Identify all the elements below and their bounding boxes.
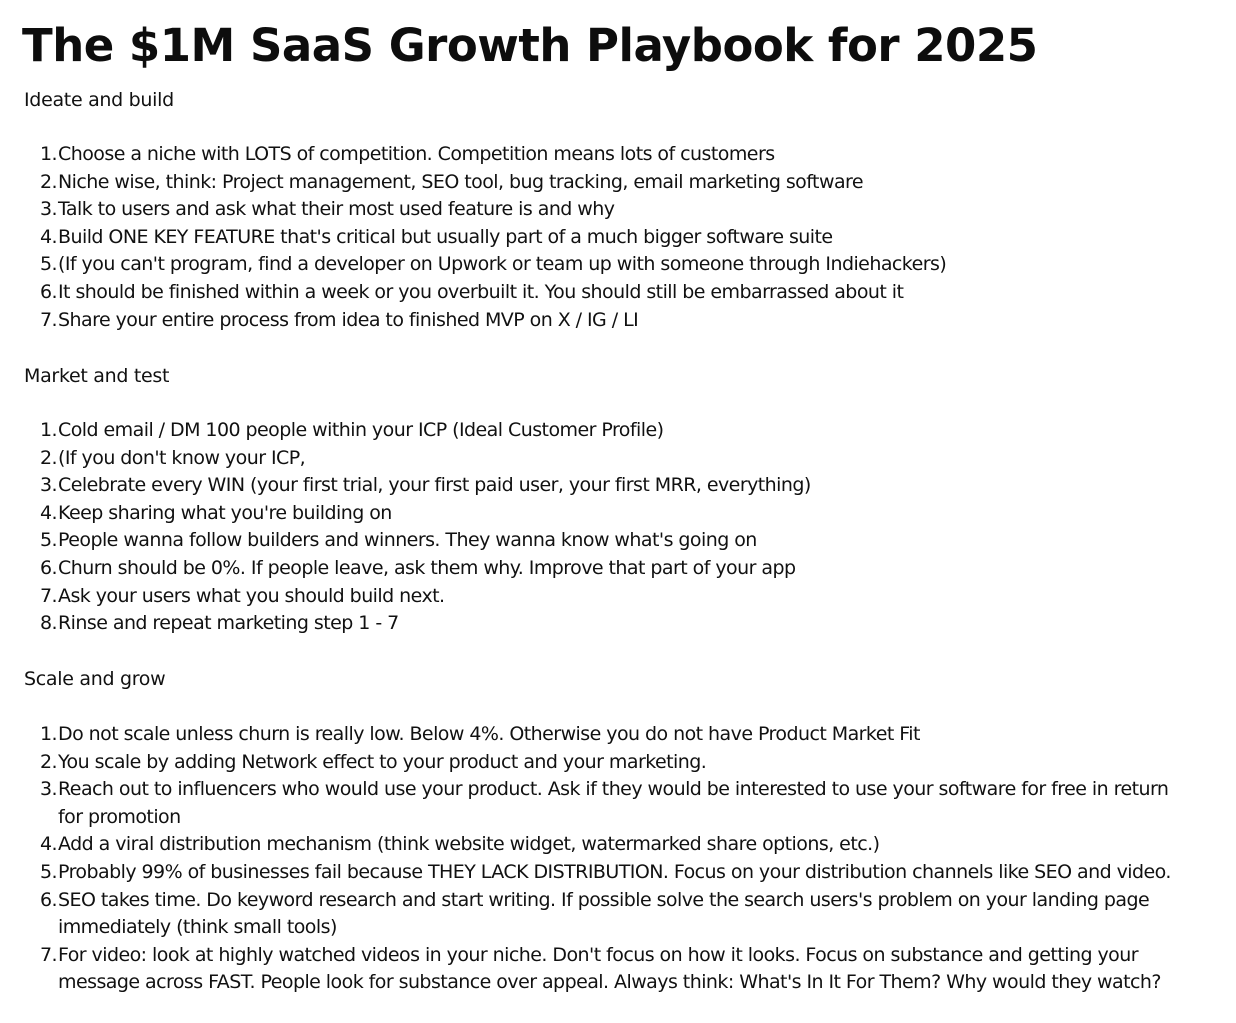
list-item-number: 1. — [39, 419, 57, 441]
list-item-number: 6. — [39, 556, 57, 579]
list-item — [0, 527, 1188, 555]
list-item-text: Add a viral distribution mechanism (think website widget, watermarked share options, etc.) — [58, 833, 880, 856]
section-heading-scale-and-grow: Scale and grow — [24, 668, 166, 690]
list-item-text: Niche wise, think: Project management, SEO tool, bug tracking, email marketing software — [58, 170, 864, 193]
list-item-number: 5. — [39, 860, 57, 883]
list-item — [0, 859, 1188, 887]
list-item-text: SEO takes time. Do keyword research and start writing. If possible solve the search users's problem on your landing page — [58, 888, 1150, 911]
list-item-number: 3. — [39, 198, 57, 221]
list-item-number: 4. — [39, 501, 57, 524]
list-item — [0, 445, 1188, 473]
list-item — [0, 583, 1188, 611]
list-item-text: Share your entire process from idea to finished MVP on X / IG / LI — [58, 308, 639, 331]
list-item-number: 8. — [39, 612, 57, 635]
list-item-text: Build ONE KEY FEATURE that's critical but usually part of a much bigger software suite — [58, 225, 833, 248]
list-item-text: Rinse and repeat marketing step 1 - 7 — [58, 612, 399, 635]
list-item — [0, 776, 1188, 831]
list-item — [0, 610, 1188, 638]
page-title: The $1M SaaS Growth Playbook for 2025 — [22, 19, 1038, 72]
list-item-number: 6. — [39, 888, 57, 911]
list-item-number: 6. — [39, 280, 57, 303]
list-item-text: Reach out to influencers who would use your product. Ask if they would be interested to use your software for free in return — [58, 778, 1169, 801]
list-item-text: Do not scale unless churn is really low. Below 4%. Otherwise you do not have Product Market Fit — [58, 723, 920, 745]
list-item-text: You scale by adding Network effect to your product and your marketing. — [58, 750, 707, 773]
list-item-text: Probably 99% of businesses fail because THEY LACK DISTRIBUTION. Focus on your distribution channels like SEO and video. — [58, 860, 1171, 883]
list-item-text: For video: look at highly watched videos in your niche. Don't focus on how it looks. Focus on substance and getting your — [58, 943, 1138, 966]
list-item-number: 2. — [39, 446, 57, 469]
ideate-and-build-list — [0, 141, 1188, 334]
list-item-number: 1. — [39, 723, 57, 745]
list-item-number: 7. — [39, 308, 57, 331]
list-item-number: 7. — [39, 943, 57, 966]
list-item-number: 5. — [39, 253, 57, 276]
section-heading-market-and-test: Market and test — [24, 365, 170, 387]
list-item-number: 7. — [39, 584, 57, 607]
section-heading-ideate-and-build: Ideate and build — [24, 89, 174, 111]
list-item-text: Ask your users what you should build next. — [58, 584, 445, 607]
list-item-text: (If you don't know your ICP, — [58, 446, 306, 469]
list-item — [0, 279, 1188, 307]
list-item-text: Celebrate every WIN (your first trial, your first paid user, your first MRR, everything) — [58, 474, 811, 497]
list-item-text-continued: immediately (think small tools) — [58, 916, 337, 939]
list-item — [0, 417, 1188, 445]
market-and-test-list — [0, 417, 1188, 638]
list-item — [0, 251, 1188, 279]
list-item-number: 1. — [39, 143, 57, 165]
list-item-number: 2. — [39, 750, 57, 773]
list-item-text: (If you can't program, find a developer on Upwork or team up with someone through Indiehackers) — [58, 253, 947, 276]
list-item — [0, 472, 1188, 500]
list-item — [0, 169, 1188, 197]
list-item — [0, 749, 1188, 777]
list-item — [0, 307, 1188, 335]
list-item-text: It should be finished within a week or you overbuilt it. You should still be embarrassed about it — [58, 280, 904, 303]
list-item-text-continued: for promotion — [58, 805, 181, 828]
list-item — [0, 942, 1188, 997]
list-item — [0, 831, 1188, 859]
list-item — [0, 500, 1188, 528]
list-item — [0, 721, 1188, 749]
list-item — [0, 196, 1188, 224]
list-item-text: Choose a niche with LOTS of competition. Competition means lots of customers — [58, 143, 775, 165]
list-item-number: 3. — [39, 474, 57, 497]
list-item — [0, 224, 1188, 252]
list-item-text: Talk to users and ask what their most used feature is and why — [58, 198, 615, 221]
list-item-number: 3. — [39, 778, 57, 801]
list-item-number: 2. — [39, 170, 57, 193]
list-item-number: 4. — [39, 225, 57, 248]
list-item-text: Keep sharing what you're building on — [58, 501, 392, 524]
scale-and-grow-list — [0, 721, 1188, 997]
list-item-text: Cold email / DM 100 people within your ICP (Ideal Customer Profile) — [58, 419, 664, 441]
list-item-number: 4. — [39, 833, 57, 856]
list-item-number: 5. — [39, 529, 57, 552]
list-item — [0, 887, 1188, 942]
list-item — [0, 555, 1188, 583]
list-item-text: People wanna follow builders and winners. They wanna know what's going on — [58, 529, 757, 552]
list-item-text: Churn should be 0%. If people leave, ask them why. Improve that part of your app — [58, 556, 796, 579]
list-item-text-continued: message across FAST. People look for substance over appeal. Always think: What's In It For Them? Why would they watch? — [58, 971, 1161, 994]
list-item — [0, 141, 1188, 169]
